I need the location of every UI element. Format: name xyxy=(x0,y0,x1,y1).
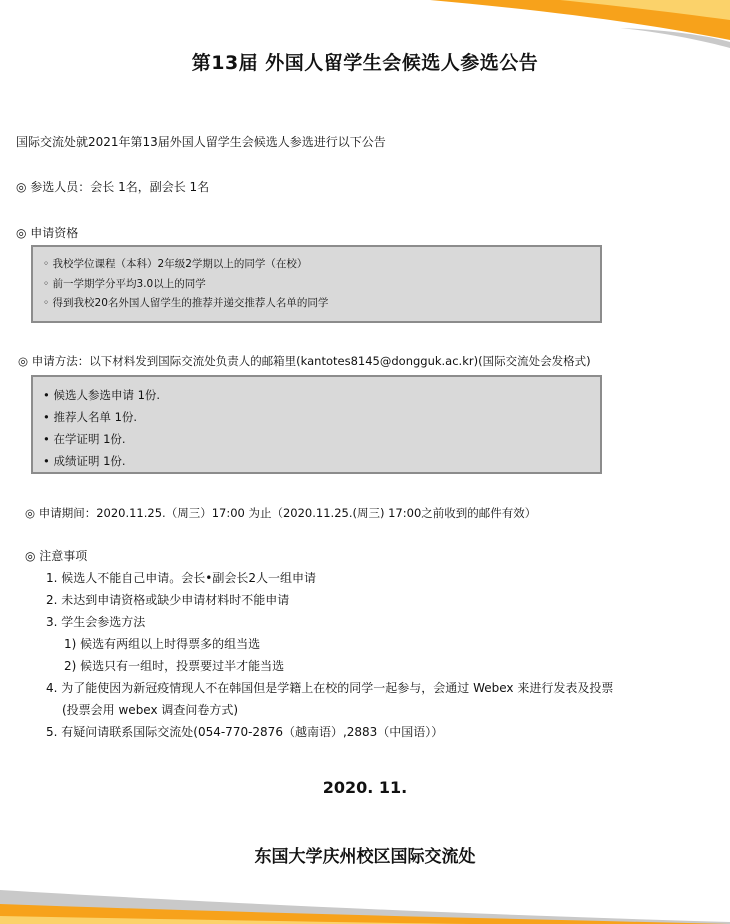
candidates-line: ◎ 参选人员：会长 1名，副会长 1名 xyxy=(16,180,210,194)
note-continuation: (投票会用 webex 调查问卷方式) xyxy=(62,703,239,717)
method-heading: ◎ 申请方法：以下材料发到国际交流处负责人的邮箱里(kantotes8145@dongguk.ac.kr)(国际交流处会发格式) xyxy=(18,354,591,368)
method-item: • 推荐人名单 1份. xyxy=(43,410,138,424)
notes-list xyxy=(46,567,613,743)
note-item: 2. 未达到申请资格或缺少申请材料时不能申请 xyxy=(46,593,290,607)
footer-decoration xyxy=(0,864,730,924)
eligibility-item: ◦ 得到我校20名外国人留学生的推荐并递交推荐人名单的同学 xyxy=(43,297,329,309)
notice-date: 2020. 11. xyxy=(322,778,408,797)
notes-heading: ◎ 注意事项 xyxy=(25,549,88,563)
note-item: 5. 有疑问请联系国际交流处(054-770-2876（越南语）,2883（中国语）） xyxy=(46,725,444,739)
method-item: • 成绩证明 1份. xyxy=(43,454,126,468)
period-line: ◎ 申请期间：2020.11.25.（周三）17:00 为止（2020.11.25.(周三) 17:00之前收到的邮件有效） xyxy=(25,506,537,520)
method-item: • 候选人参选申请 1份. xyxy=(43,388,161,402)
eligibility-box xyxy=(31,245,602,323)
eligibility-item: ◦ 前一学期学分平均3.0以上的同学 xyxy=(43,277,206,290)
note-subitem: 1) 候选有两组以上时得票多的组当选 xyxy=(64,637,261,651)
method-box xyxy=(31,375,602,474)
method-item: • 在学证明 1份. xyxy=(43,432,126,446)
intro-text: 国际交流处就2021年第13届外国人留学生会候选人参选进行以下公告 xyxy=(16,135,386,149)
issuer-signature: 东国大学庆州校区国际交流处 xyxy=(254,847,476,867)
note-item: 3. 学生会参选方法 xyxy=(46,615,146,629)
eligibility-item: ◦ 我校学位课程（本科）2年级2学期以上的同学（在校） xyxy=(43,258,308,270)
note-item: 1. 候选人不能自己申请。会长•副会长2人一组申请 xyxy=(46,571,316,585)
eligibility-heading: ◎ 申请资格 xyxy=(16,226,79,240)
note-item: 4. 为了能使因为新冠疫情现人不在韩国但是学籍上在校的同学一起参与，会通过 Webex 来进行发表及投票 xyxy=(46,681,614,695)
note-subitem: 2) 候选只有一组时，投票要过半才能当选 xyxy=(64,659,285,673)
page-title: 第13届 外国人留学生会候选人参选公告 xyxy=(191,52,539,74)
